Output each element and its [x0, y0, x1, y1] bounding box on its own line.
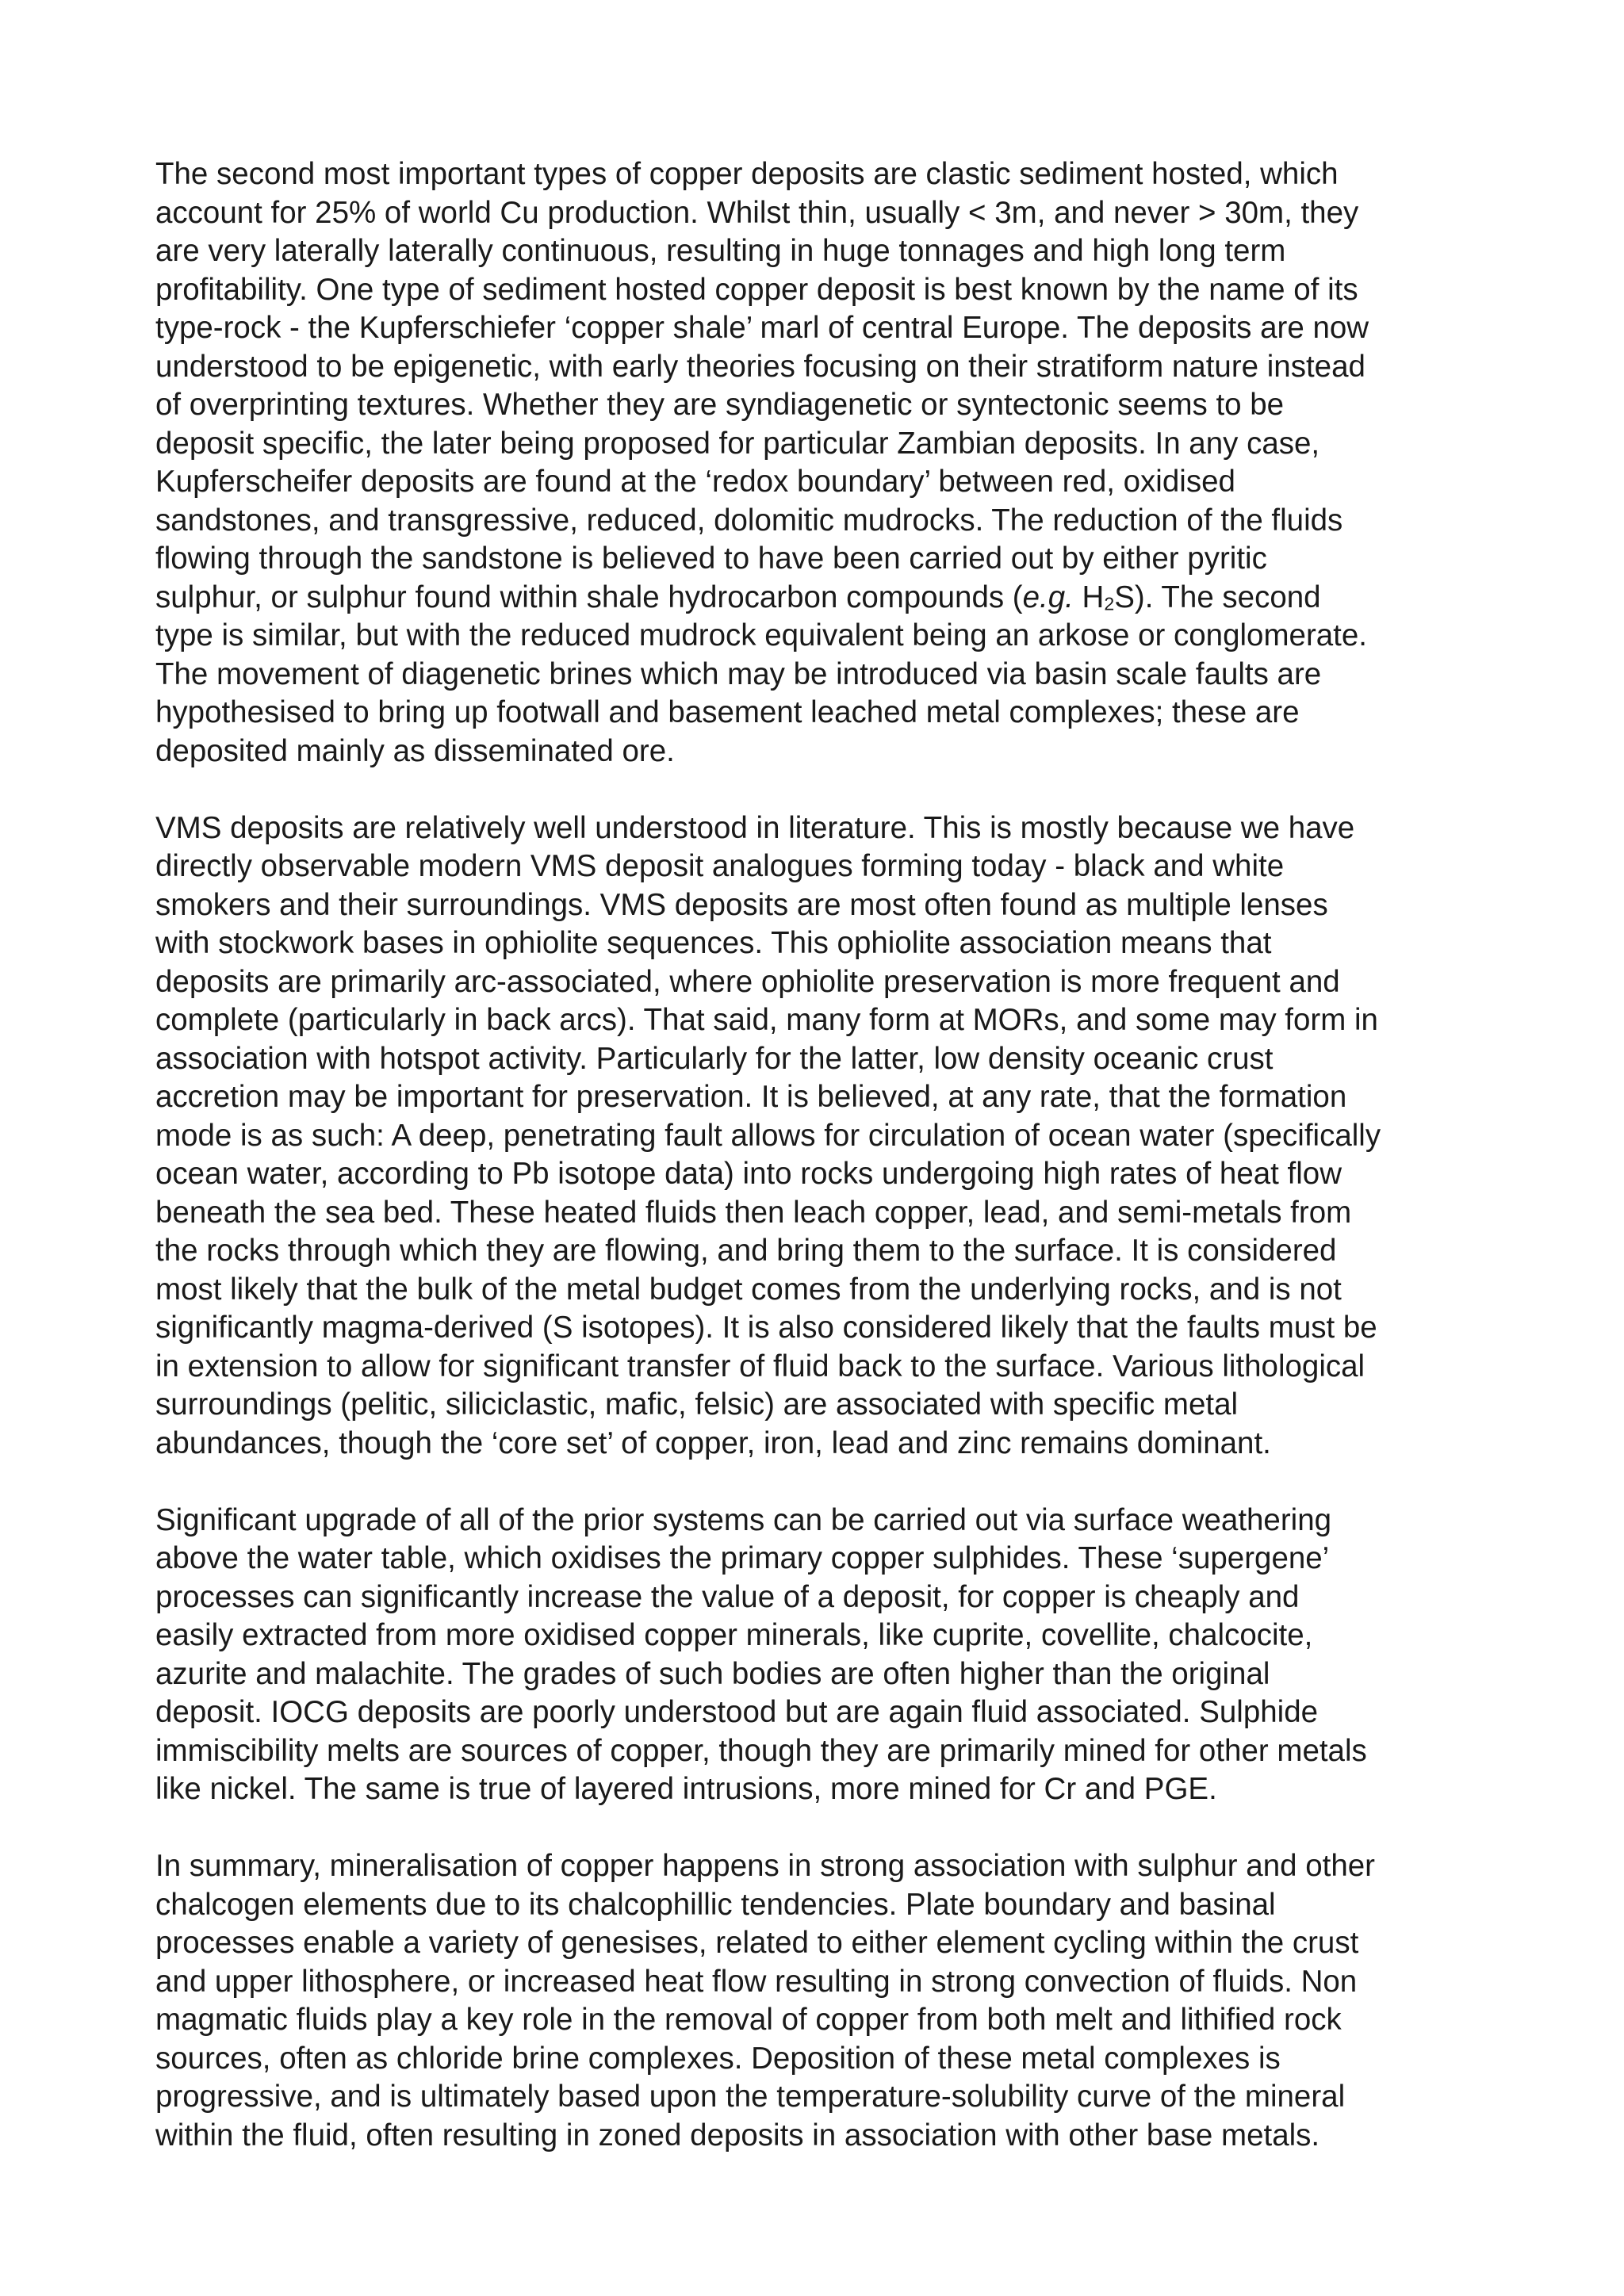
text-line: of overprinting textures. Whether they are syndiagenetic or syntectonic seems to be: [155, 388, 1285, 422]
subscript: 2: [1104, 592, 1115, 614]
text-line: significantly magma-derived (S isotopes). It is also considered likely that the faults must be: [155, 1311, 1377, 1345]
italic-abbreviation: e.g.: [1022, 580, 1074, 614]
text-segment: S). The second: [1114, 580, 1321, 614]
text-line: ocean water, according to Pb isotope data) into rocks undergoing high rates of heat flow: [155, 1157, 1342, 1191]
text-line: the rocks through which they are flowing, and bring them to the surface. It is considered: [155, 1234, 1337, 1268]
text-line: deposited mainly as disseminated ore.: [155, 733, 675, 768]
text-line: easily extracted from more oxidised copper minerals, like cuprite, covellite, chalcocite,: [155, 1618, 1313, 1652]
text-line: understood to be epigenetic, with early theories focusing on their stratiform nature instead: [155, 349, 1365, 384]
text-line-with-formula: [155, 579, 1488, 618]
paragraph-vms-deposits: [155, 809, 1488, 1464]
text-line: processes can significantly increase the value of a deposit, for copper is cheaply and: [155, 1579, 1300, 1614]
text-line: with stockwork bases in ophiolite sequences. This ophiolite association means that: [155, 926, 1272, 960]
text-line: chalcogen elements due to its chalcophillic tendencies. Plate boundary and basinal: [155, 1887, 1276, 1922]
text-line: smokers and their surroundings. VMS deposits are most often found as multiple lenses: [155, 887, 1328, 922]
text-line: type is similar, but with the reduced mudrock equivalent being an arkose or conglomerate.: [155, 618, 1367, 652]
text-line: flowing through the sandstone is believed to have been carried out by either pyritic: [155, 541, 1267, 576]
text-line: most likely that the bulk of the metal budget comes from the underlying rocks, and is not: [155, 1272, 1342, 1307]
text-line: hypothesised to bring up footwall and basement leached metal complexes; these are: [155, 695, 1300, 729]
paragraph-sediment-hosted: [155, 155, 1488, 771]
text-line: above the water table, which oxidises the primary copper sulphides. These ‘supergene’: [155, 1541, 1330, 1575]
text-line: sources, often as chloride brine complexes. Deposition of these metal complexes is: [155, 2041, 1281, 2076]
text-line: The second most important types of copper deposits are clastic sediment hosted, which: [155, 157, 1339, 191]
text-line: In summary, mineralisation of copper happens in strong association with sulphur and other: [155, 1849, 1375, 1883]
text-line: are very laterally laterally continuous, resulting in huge tonnages and high long term: [155, 234, 1286, 268]
text-line: association with hotspot activity. Particularly for the latter, low density oceanic crust: [155, 1041, 1274, 1076]
text-line: and upper lithosphere, or increased heat flow resulting in strong convection of fluids. Non: [155, 1964, 1358, 1999]
text-line: within the fluid, often resulting in zoned deposits in association with other base metals.: [155, 2118, 1320, 2152]
text-line: type-rock - the Kupferschiefer ‘copper shale’ marl of central Europe. The deposits are now: [155, 311, 1369, 345]
paragraph-summary: [155, 1847, 1488, 2155]
text-line: immiscibility melts are sources of copper, though they are primarily mined for other metals: [155, 1733, 1367, 1768]
text-line: deposit specific, the later being proposed for particular Zambian deposits. In any case,: [155, 426, 1320, 461]
text-line: profitability. One type of sediment hosted copper deposit is best known by the name of its: [155, 272, 1358, 307]
text-line: azurite and malachite. The grades of such bodies are often higher than the original: [155, 1656, 1270, 1691]
document-page: [155, 155, 1488, 2155]
text-line: magmatic fluids play a key role in the removal of copper from both melt and lithified rock: [155, 2003, 1342, 2037]
text-line: VMS deposits are relatively well understood in literature. This is mostly because we have: [155, 810, 1355, 845]
text-line: deposit. IOCG deposits are poorly understood but are again fluid associated. Sulphide: [155, 1695, 1319, 1729]
text-line: in extension to allow for significant transfer of fluid back to the surface. Various lithological: [155, 1349, 1365, 1383]
text-line: Significant upgrade of all of the prior systems can be carried out via surface weathering: [155, 1502, 1332, 1537]
text-line: abundances, though the ‘core set’ of copper, iron, lead and zinc remains dominant.: [155, 1425, 1271, 1460]
text-line: complete (particularly in back arcs). That said, many form at MORs, and some may form in: [155, 1003, 1378, 1037]
text-line: accretion may be important for preservation. It is believed, at any rate, that the formation: [155, 1080, 1347, 1114]
text-line: directly observable modern VMS deposit analogues forming today - black and white: [155, 849, 1285, 883]
text-segment: H: [1073, 580, 1105, 614]
text-line: processes enable a variety of genesises, related to either element cycling within the crust: [155, 1926, 1359, 1960]
paragraph-supergene: [155, 1502, 1488, 1809]
text-line: like nickel. The same is true of layered intrusions, more mined for Cr and PGE.: [155, 1772, 1217, 1806]
text-line: The movement of diagenetic brines which may be introduced via basin scale faults are: [155, 656, 1322, 691]
text-line: account for 25% of world Cu production. Whilst thin, usually < 3m, and never > 30m, they: [155, 195, 1359, 230]
text-line: sandstones, and transgressive, reduced, dolomitic mudrocks. The reduction of the fluids: [155, 503, 1343, 538]
text-line: progressive, and is ultimately based upon the temperature-solubility curve of the mineral: [155, 2080, 1346, 2114]
text-line: beneath the sea bed. These heated fluids then leach copper, lead, and semi-metals from: [155, 1195, 1352, 1230]
text-line: Kupferscheifer deposits are found at the ‘redox boundary’ between red, oxidised: [155, 465, 1235, 499]
text-segment: sulphur, or sulphur found within shale hydrocarbon compounds (: [155, 580, 1023, 614]
text-line: mode is as such: A deep, penetrating fault allows for circulation of ocean water (specifically: [155, 1118, 1381, 1153]
text-line: surroundings (pelitic, siliciclastic, mafic, felsic) are associated with specific metal: [155, 1387, 1239, 1422]
text-line: deposits are primarily arc-associated, where ophiolite preservation is more frequent and: [155, 964, 1340, 999]
